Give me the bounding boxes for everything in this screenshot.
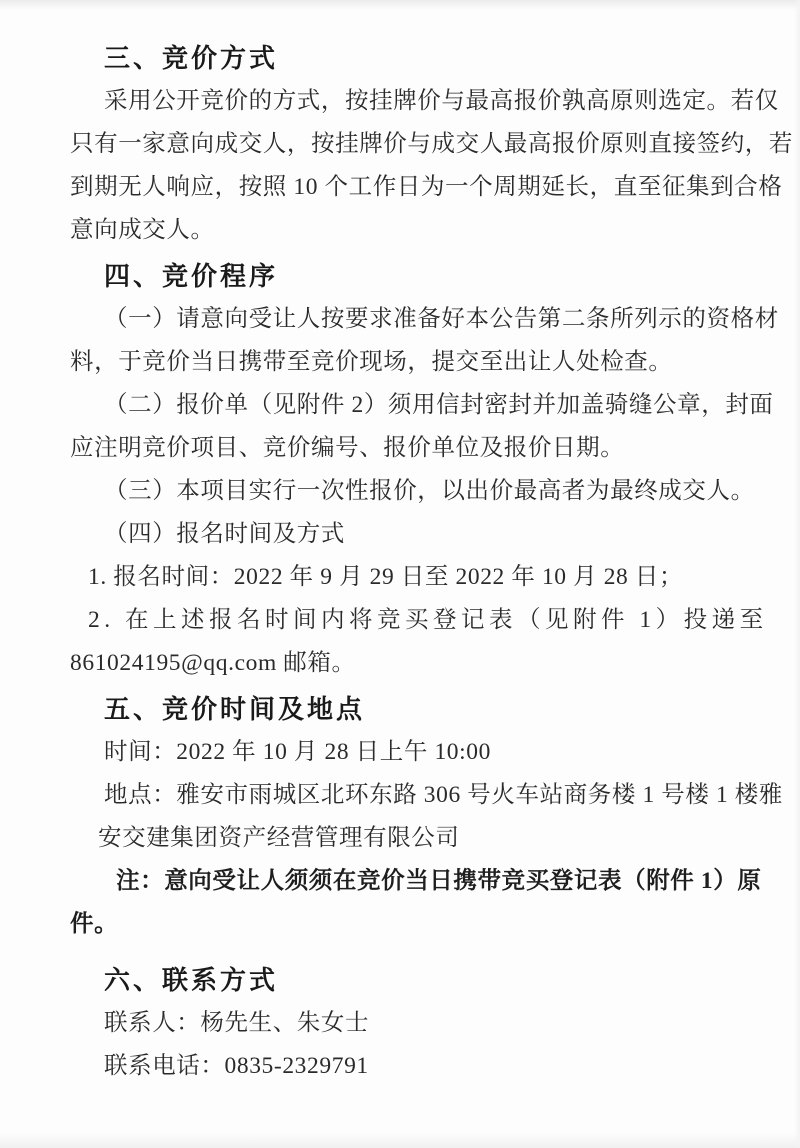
text-line: 只有一家意向成交人，按挂牌价与成交人最高报价原则直接签约，若 <box>70 131 793 157</box>
text-line: （三）本项目实行一次性报价，以出价最高者为最终成交人。 <box>104 478 755 504</box>
text-line: （一）请意向受让人按要求准备好本公告第二条所列示的资格材 <box>104 306 779 332</box>
note-line: 注：意向受让人须须在竞价当日携带竞买登记表（附件 1）原 <box>116 868 762 894</box>
scan-edge-right <box>794 0 800 1148</box>
scan-edge-bottom <box>0 1133 800 1148</box>
text-line: （二）报价单（见附件 2）须用信封密封并加盖骑缝公章，封面 <box>104 392 774 418</box>
section-heading: 六、联系方式 <box>104 966 279 995</box>
text-line: 安交建集团资产经营管理有限公司 <box>98 825 460 851</box>
text-line: 联系电话：0835-2329791 <box>104 1053 369 1079</box>
section-heading: 三、竞价方式 <box>104 44 279 73</box>
text-line: （四）报名时间及方式 <box>104 521 345 547</box>
text-line: 应注明竞价项目、竞价编号、报价单位及报价日期。 <box>70 435 625 461</box>
scan-edge-top <box>0 0 800 10</box>
document-content <box>70 37 793 1088</box>
note-line: 件。 <box>70 911 119 937</box>
text-line: 意向成交人。 <box>70 217 215 243</box>
text-line: 地点：雅安市雨城区北环东路 306 号火车站商务楼 1 号楼 1 楼雅 <box>104 782 783 808</box>
text-line: 到期无人响应，按照 10 个工作日为一个周期延长，直至征集到合格 <box>70 174 783 200</box>
section-heading: 五、竞价时间及地点 <box>104 695 366 724</box>
section-heading: 四、竞价程序 <box>104 262 279 291</box>
text-line: 采用公开竞价的方式，按挂牌价与最高报价孰高原则选定。若仅 <box>104 88 779 114</box>
text-line: 2. 在上述报名时间内将竞买登记表（见附件 1）投递至 <box>88 607 768 633</box>
text-line: 料，于竞价当日携带至竞价现场，提交至出让人处检查。 <box>70 349 673 375</box>
text-line: 1. 报名时间：2022 年 9 月 29 日至 2022 年 10 月 28 日； <box>88 564 684 590</box>
text-line: 861024195@qq.com 邮箱。 <box>70 650 356 676</box>
text-line: 联系人：杨先生、朱女士 <box>104 1010 370 1036</box>
text-line: 时间：2022 年 10 月 28 日上午 10:00 <box>104 739 491 765</box>
